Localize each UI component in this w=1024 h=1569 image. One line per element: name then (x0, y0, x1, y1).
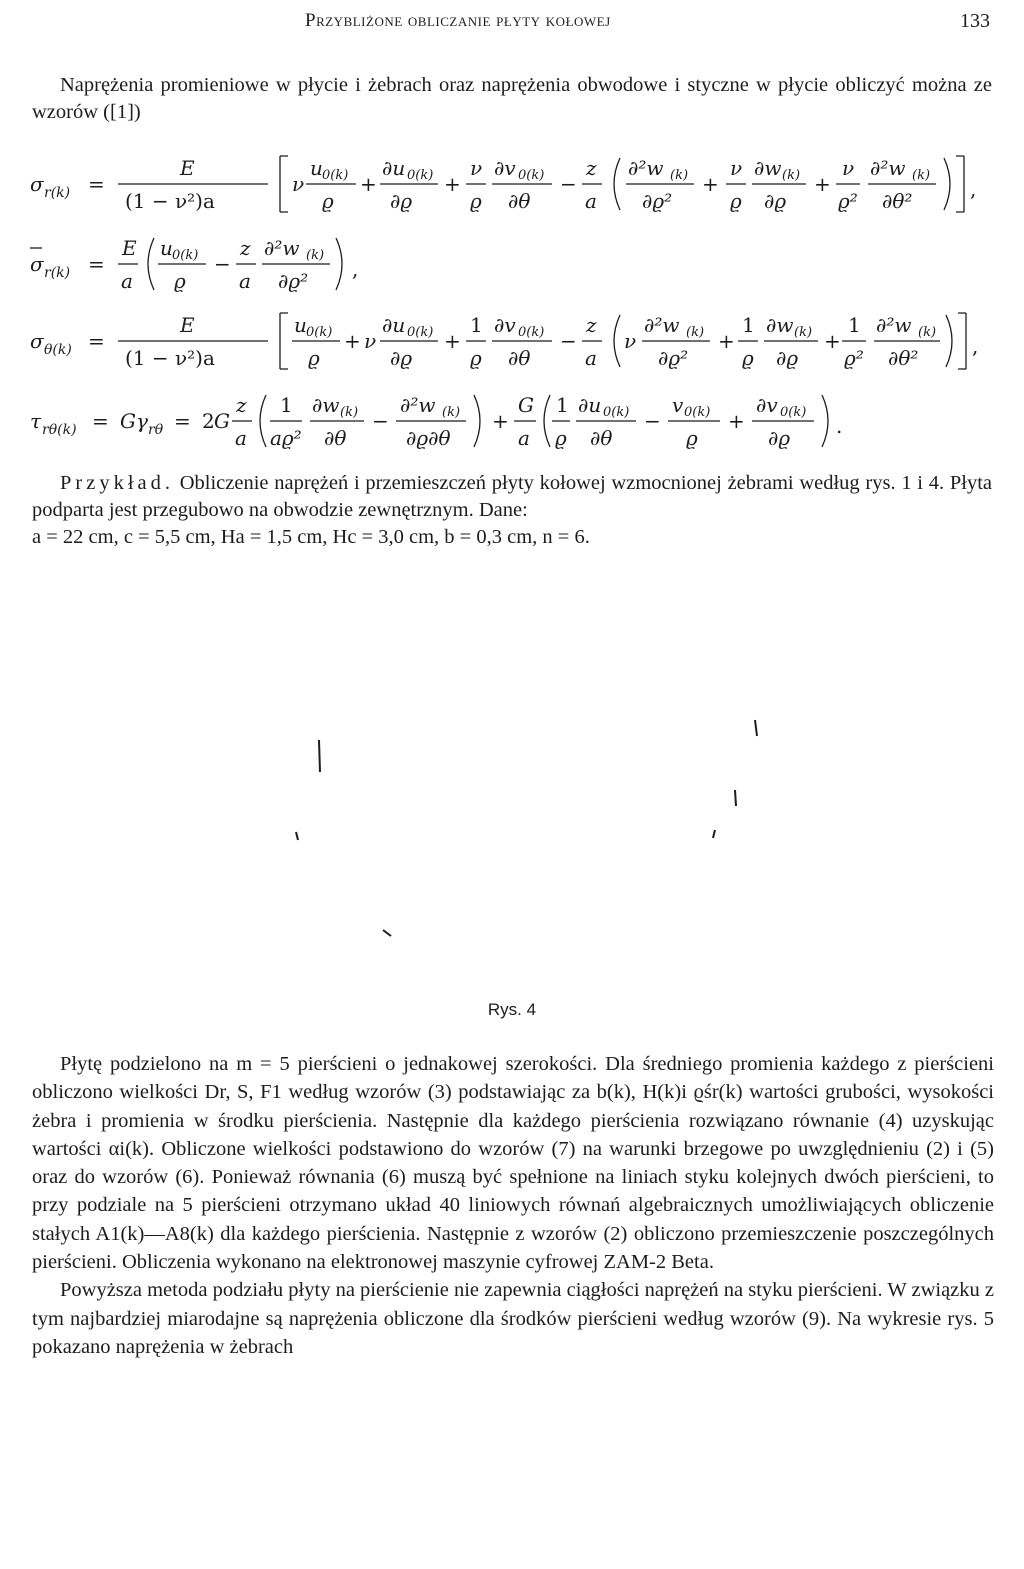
svg-text:+: + (360, 172, 377, 196)
running-header (40, 10, 990, 40)
svg-text:ν: ν (292, 172, 305, 196)
svg-text:−: − (560, 172, 577, 196)
svg-text:ϱ: ϱ (308, 346, 320, 370)
svg-text:0(k): 0(k) (518, 168, 545, 183)
svg-text:(k): (k) (918, 325, 937, 340)
svg-text:−: − (560, 329, 577, 353)
svg-text:∂v: ∂v (494, 313, 516, 337)
svg-text:∂ϱ²: ∂ϱ² (658, 346, 689, 370)
svg-text:a: a (235, 426, 247, 450)
figure-caption: Rys. 4 (487, 1000, 537, 1019)
example-paragraph (32, 470, 992, 551)
svg-text:.: . (836, 414, 843, 438)
svg-text:+: + (718, 329, 735, 353)
svg-text:=: = (88, 329, 105, 353)
svg-text:(1 − ν²)a: (1 − ν²)a (125, 346, 215, 370)
svg-text:ν: ν (842, 156, 855, 180)
svg-text:∂u: ∂u (382, 156, 406, 180)
svg-text:0(k): 0(k) (322, 168, 349, 183)
figure-mark (319, 740, 320, 772)
svg-text:ϱ: ϱ (322, 189, 334, 213)
svg-text:∂v: ∂v (756, 393, 778, 417)
svg-text:rθ(k): rθ(k) (42, 422, 77, 438)
formula-sigma-theta-graphic (30, 305, 995, 381)
svg-text:σ: σ (30, 172, 44, 196)
svg-text:ϱ²: ϱ² (838, 189, 858, 213)
svg-text:0(k): 0(k) (407, 325, 434, 340)
svg-text:E: E (122, 236, 137, 260)
running-title: Przybliżone obliczanie płyty kołowej (305, 10, 611, 31)
svg-text:(k): (k) (794, 325, 813, 340)
svg-text:Gγ: Gγ (120, 409, 148, 433)
svg-text:−: − (644, 409, 661, 433)
svg-text:ϱ²: ϱ² (844, 346, 864, 370)
svg-text:∂θ: ∂θ (508, 189, 531, 213)
svg-text:θ(k): θ(k) (44, 342, 72, 358)
figure-4 (230, 600, 790, 990)
page-number: 133 (960, 10, 990, 32)
svg-text:∂²w: ∂²w (870, 156, 906, 180)
svg-text:∂ϱ: ∂ϱ (390, 189, 413, 213)
svg-text:,: , (972, 334, 979, 358)
svg-text:∂v: ∂v (494, 156, 516, 180)
svg-text:z: z (240, 236, 251, 260)
svg-text:,: , (970, 177, 977, 201)
svg-text:σ: σ (30, 329, 44, 353)
svg-text:2: 2 (202, 409, 215, 433)
svg-text:,: , (352, 257, 359, 281)
svg-text:u: u (160, 236, 173, 260)
svg-text:ν: ν (470, 156, 483, 180)
svg-text:ϱ: ϱ (470, 189, 482, 213)
svg-text:aϱ²: aϱ² (270, 426, 302, 450)
svg-text:1: 1 (280, 393, 293, 417)
svg-text:(k): (k) (340, 405, 359, 420)
svg-text:ϱ: ϱ (470, 346, 482, 370)
svg-text:+: + (492, 409, 509, 433)
svg-text:v: v (672, 393, 684, 417)
figure-mark (735, 790, 736, 806)
example-data-line: a = 22 cm, c = 5,5 cm, Ha = 1,5 cm, Hc = 3,0 cm, b = 0,3 cm, n = 6. (32, 526, 590, 548)
svg-text:∂θ²: ∂θ² (882, 189, 913, 213)
svg-text:∂²w: ∂²w (644, 313, 680, 337)
svg-text:rθ: rθ (148, 422, 164, 438)
formula-sigma-r-bar-graphic (30, 228, 430, 300)
svg-text:(k): (k) (306, 248, 325, 263)
svg-text:∂ϱ: ∂ϱ (768, 426, 791, 450)
svg-text:=: = (174, 409, 191, 433)
svg-text:=: = (88, 252, 105, 276)
formula-sigma-r-graphic (30, 148, 995, 220)
svg-text:G: G (518, 393, 534, 417)
svg-text:∂u: ∂u (382, 313, 406, 337)
svg-text:(k): (k) (670, 168, 689, 183)
svg-text:+: + (814, 172, 831, 196)
svg-text:0(k): 0(k) (407, 168, 434, 183)
svg-text:∂ϱ: ∂ϱ (390, 346, 413, 370)
svg-text:∂u: ∂u (578, 393, 602, 417)
svg-text:(k): (k) (686, 325, 705, 340)
svg-text:∂ϱ²: ∂ϱ² (278, 269, 309, 293)
svg-text:∂²w: ∂²w (876, 313, 912, 337)
svg-text:+: + (824, 329, 841, 353)
svg-text:a: a (239, 269, 251, 293)
svg-text:∂ϱ: ∂ϱ (776, 346, 799, 370)
svg-text:r(k): r(k) (44, 265, 71, 281)
svg-text:+: + (702, 172, 719, 196)
svg-text:(k): (k) (442, 405, 461, 420)
svg-text:a: a (585, 189, 597, 213)
svg-text:∂w: ∂w (754, 156, 782, 180)
formula-sigma-r (30, 148, 995, 220)
svg-text:ϱ: ϱ (730, 189, 742, 213)
svg-text:z: z (586, 313, 597, 337)
svg-text:+: + (728, 409, 745, 433)
svg-text:0(k): 0(k) (603, 405, 630, 420)
svg-text:σ: σ (30, 252, 44, 276)
svg-text:1: 1 (470, 313, 483, 337)
svg-text:(1 − ν²)a: (1 − ν²)a (125, 189, 215, 213)
svg-text:+: + (444, 329, 461, 353)
svg-text:−: − (372, 409, 389, 433)
svg-text:−: − (214, 252, 231, 276)
figure-mark (713, 830, 715, 838)
svg-text:r(k): r(k) (44, 185, 71, 201)
intro-paragraph (32, 72, 992, 126)
svg-text:∂θ²: ∂θ² (888, 346, 919, 370)
formula-tau (30, 385, 995, 457)
svg-text:∂²w: ∂²w (628, 156, 664, 180)
svg-text:0(k): 0(k) (780, 405, 807, 420)
svg-text:0(k): 0(k) (306, 325, 333, 340)
svg-text:E: E (180, 313, 195, 337)
figure-mark (383, 930, 391, 936)
svg-text:(k): (k) (782, 168, 801, 183)
svg-text:∂θ: ∂θ (508, 346, 531, 370)
svg-text:+: + (344, 329, 361, 353)
paragraph-2: Powyższa metoda podziału płyty na pierścienie nie zapewnia ciągłości naprężeń na styku pierścieni. W związku z tym najbardziej miarodajne są naprężenia obliczone dla środków pierścieni według wzorów (9). Na wykresie rys. 5 pokazano naprężenia w żebrach (32, 1279, 994, 1358)
svg-text:a: a (121, 269, 133, 293)
body-text (32, 1050, 994, 1361)
paragraph-1: Płytę podzielono na m = 5 pierścieni o jednakowej szerokości. Dla średniego promienia każdego z pierścieni obliczono wielkości Dr, S, F1 według wzorów (3) podstawiając za b(k), H(k)i ϱśr(k) wartości grubości, wysokości żebra i promienia w środku pierścienia. Następnie dla każdego pierścienia rozwiązano równanie (4) uzyskując wartości αi(k). Obliczone wielkości podstawiono do wzorów (7) na warunki brzegowe po uwzględnieniu (2) i (5) oraz do wzorów (6). Ponieważ równania (6) muszą być spełnione na liniach styku kolejnych dwóch pierścieni, to przy podziale na 5 pierścieni otrzymano układ 40 liniowych równań algebraicznych umożliwiających obliczenie stałych A1(k)—A8(k) dla każdego pierścienia. Następnie z wzorów (2) obliczono przemieszczenie poszczególnych pierścieni. Obliczenia wykonano na elektronowej maszynie cyfrowej ZAM-2 Beta. (32, 1053, 994, 1274)
svg-text:ν: ν (624, 329, 637, 353)
svg-text:0(k): 0(k) (172, 248, 199, 263)
example-text: Obliczenie naprężeń i przemieszczeń płyty kołowej wzmocnionej żebrami według rys. 1 i 4. Płyta podparta jest przegubowo na obwodzie zewnętrznym. Dane: (32, 472, 992, 521)
svg-text:(k): (k) (912, 168, 931, 183)
svg-text:ν: ν (364, 329, 377, 353)
formula-sigma-r-bar (30, 228, 995, 300)
svg-text:∂w: ∂w (312, 393, 340, 417)
formula-tau-graphic (30, 385, 995, 457)
svg-text:τ: τ (30, 409, 42, 433)
svg-text:ϱ: ϱ (174, 269, 186, 293)
svg-text:∂w: ∂w (766, 313, 794, 337)
figure-mark (755, 720, 757, 736)
svg-text:a: a (518, 426, 530, 450)
figure-mark (296, 832, 298, 840)
svg-text:1: 1 (556, 393, 569, 417)
svg-text:∂ϱ: ∂ϱ (764, 189, 787, 213)
svg-text:∂ϱ∂θ: ∂ϱ∂θ (406, 426, 451, 450)
svg-text:∂θ: ∂θ (324, 426, 347, 450)
intro-text: Naprężenia promieniowe w płycie i żebrach oraz naprężenia obwodowe i styczne w płycie obliczyć można ze wzorów ([1]) (32, 74, 992, 123)
svg-text:∂ϱ²: ∂ϱ² (642, 189, 673, 213)
svg-text:1: 1 (742, 313, 755, 337)
svg-text:∂²w: ∂²w (264, 236, 300, 260)
svg-text:+: + (444, 172, 461, 196)
svg-text:a: a (585, 346, 597, 370)
example-label: Przykład. (60, 472, 174, 494)
svg-text:0(k): 0(k) (518, 325, 545, 340)
svg-text:ϱ: ϱ (686, 426, 698, 450)
svg-text:ν: ν (730, 156, 743, 180)
svg-text:1: 1 (848, 313, 861, 337)
svg-text:ϱ: ϱ (742, 346, 754, 370)
svg-text:G: G (214, 409, 230, 433)
svg-text:E: E (180, 156, 195, 180)
svg-text:u: u (310, 156, 323, 180)
svg-text:=: = (88, 172, 105, 196)
svg-text:z: z (236, 393, 247, 417)
svg-text:z: z (586, 156, 597, 180)
svg-text:∂θ: ∂θ (590, 426, 613, 450)
svg-text:u: u (294, 313, 307, 337)
formula-sigma-theta (30, 305, 995, 381)
svg-text:0(k): 0(k) (684, 405, 711, 420)
svg-text:=: = (92, 409, 109, 433)
svg-text:ϱ: ϱ (555, 426, 567, 450)
svg-text:∂²w: ∂²w (400, 393, 436, 417)
